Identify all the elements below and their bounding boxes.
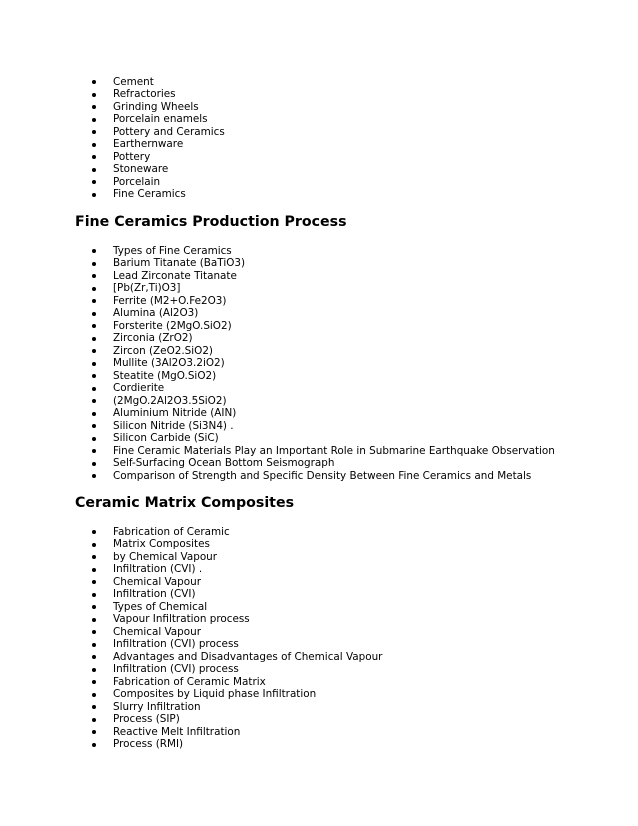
- list-item-text: Porcelain: [113, 175, 161, 188]
- list-item-text: Zircon (ZeO2.SiO2): [113, 344, 213, 357]
- list-item-text: Earthernware: [113, 138, 184, 150]
- list-item: [90, 420, 555, 433]
- list-item: [90, 551, 382, 564]
- bullet-icon: [92, 105, 96, 109]
- bullet-icon: [92, 655, 96, 659]
- bullet-list-ceramic-matrix-composites: [90, 526, 382, 751]
- list-item: [90, 126, 225, 139]
- bullet-icon: [92, 580, 96, 584]
- list-item: [90, 701, 382, 714]
- bullet-icon: [92, 274, 96, 278]
- list-item-text: [Pb(Zr,Ti)O3]: [113, 282, 181, 294]
- bullet-icon: [92, 193, 96, 197]
- list-item: [90, 370, 555, 383]
- list-item: [90, 470, 555, 483]
- list-item-text: Lead Zirconate Titanate: [113, 269, 237, 282]
- list-item-text: Matrix Composites: [113, 538, 210, 550]
- bullet-icon: [92, 555, 96, 559]
- list-item-text: by Chemical Vapour: [113, 550, 218, 563]
- list-item: [90, 320, 555, 333]
- bullet-icon: [92, 262, 96, 266]
- bullet-icon: [92, 680, 96, 684]
- list-item-text: Infiltration (CVI) .: [113, 563, 203, 575]
- list-item: [90, 88, 225, 101]
- list-item: [90, 282, 555, 295]
- list-item: [90, 257, 555, 270]
- list-item-text: Steatite (MgO.SiO2): [113, 369, 217, 382]
- bullet-icon: [92, 93, 96, 97]
- list-item: [90, 601, 382, 614]
- list-item: [90, 345, 555, 358]
- bullet-icon: [92, 312, 96, 316]
- list-item: [90, 270, 555, 283]
- list-item: [90, 538, 382, 551]
- bullet-icon: [92, 143, 96, 147]
- list-item: [90, 638, 382, 651]
- list-item-text: Refractories: [113, 88, 176, 100]
- bullet-icon: [92, 730, 96, 734]
- bullet-icon: [92, 693, 96, 697]
- bullet-icon: [92, 530, 96, 534]
- list-item-text: Comparison of Strength and Specific Density Between Fine Ceramics and Metals: [113, 469, 532, 482]
- list-item-text: Barium Titanate (BaTiO3): [113, 257, 246, 269]
- bullet-icon: [92, 437, 96, 441]
- list-item: [90, 188, 225, 201]
- list-item: [90, 526, 382, 539]
- list-item: [90, 357, 555, 370]
- list-item: [90, 576, 382, 589]
- list-item-text: Self-Surfacing Ocean Bottom Seismograph: [113, 457, 335, 469]
- section-heading-ceramic-matrix-composites: Ceramic Matrix Composites: [75, 495, 295, 511]
- list-item-text: (2MgO.2Al2O3.5SiO2): [113, 394, 227, 407]
- list-item-text: Chemical Vapour: [113, 625, 201, 638]
- list-item: [90, 432, 555, 445]
- bullet-icon: [92, 130, 96, 134]
- bullet-icon: [92, 643, 96, 647]
- list-item: [90, 613, 382, 626]
- list-item-text: Pottery: [113, 150, 151, 163]
- list-item-text: Alumina (Al2O3): [113, 307, 199, 319]
- list-item-text: Chemical Vapour: [113, 575, 201, 588]
- bullet-icon: [92, 287, 96, 291]
- bullet-icon: [92, 362, 96, 366]
- list-item: [90, 445, 555, 458]
- list-item: [90, 738, 382, 751]
- list-item: [90, 138, 225, 151]
- list-item-text: Stoneware: [113, 163, 169, 175]
- list-item-text: Pottery and Ceramics: [113, 125, 225, 138]
- list-item-text: Process (RMI): [113, 738, 184, 750]
- list-item-text: Silicon Nitride (Si3N4) .: [113, 419, 234, 432]
- bullet-icon: [92, 543, 96, 547]
- bullet-icon: [92, 668, 96, 672]
- list-item-text: Advantages and Disadvantages of Chemical Vapour: [113, 650, 383, 663]
- bullet-icon: [92, 593, 96, 597]
- list-item-text: Fine Ceramic Materials Play an Important Role in Submarine Earthquake Observation: [113, 444, 555, 457]
- bullet-icon: [92, 743, 96, 747]
- bullet-icon: [92, 155, 96, 159]
- list-item: [90, 588, 382, 601]
- bullet-icon: [92, 299, 96, 303]
- list-item: [90, 176, 225, 189]
- list-item-text: Cement: [113, 75, 154, 88]
- list-item-text: Reactive Melt Infiltration: [113, 725, 241, 738]
- list-item-text: Silicon Carbide (SiC): [113, 432, 219, 444]
- bullet-icon: [92, 705, 96, 709]
- section-heading-fine-ceramics: Fine Ceramics Production Process: [75, 214, 347, 230]
- list-item-text: Aluminium Nitride (AIN): [113, 407, 237, 419]
- bullet-icon: [92, 180, 96, 184]
- list-item-text: Slurry Infiltration: [113, 700, 201, 713]
- list-item: [90, 663, 382, 676]
- list-item: [90, 713, 382, 726]
- list-item-text: Infiltration (CVI): [113, 588, 196, 600]
- list-item: [90, 332, 555, 345]
- list-item-text: Mullite (3Al2O3.2iO2): [113, 357, 225, 369]
- bullet-icon: [92, 568, 96, 572]
- list-item: [90, 407, 555, 420]
- list-item: [90, 726, 382, 739]
- list-item: [90, 163, 225, 176]
- list-item-text: Infiltration (CVI) process: [113, 663, 239, 675]
- bullet-icon: [92, 349, 96, 353]
- list-item: [90, 651, 382, 664]
- list-item: [90, 395, 555, 408]
- list-item-text: Fabrication of Ceramic Matrix: [113, 675, 266, 688]
- bullet-icon: [92, 399, 96, 403]
- list-item: [90, 113, 225, 126]
- bullet-icon: [92, 374, 96, 378]
- list-item-text: Ferrite (M2+O.Fe2O3): [113, 294, 227, 307]
- list-item-text: Process (SIP): [113, 713, 180, 725]
- list-item-text: Types of Chemical: [113, 600, 208, 613]
- bullet-icon: [92, 462, 96, 466]
- bullet-icon: [92, 168, 96, 172]
- list-item-text: Cordierite: [113, 382, 165, 394]
- bullet-icon: [92, 249, 96, 253]
- list-item-text: Fine Ceramics: [113, 188, 186, 200]
- list-item: [90, 295, 555, 308]
- bullet-icon: [92, 474, 96, 478]
- list-item: [90, 76, 225, 89]
- list-item: [90, 307, 555, 320]
- bullet-icon: [92, 387, 96, 391]
- bullet-list-fine-ceramics: [90, 245, 555, 483]
- list-item: [90, 101, 225, 114]
- list-item-text: Types of Fine Ceramics: [113, 244, 232, 257]
- list-item-text: Composites by Liquid phase Infiltration: [113, 688, 317, 700]
- bullet-icon: [92, 618, 96, 622]
- list-item-text: Vapour Infiltration process: [113, 613, 250, 625]
- bullet-icon: [92, 424, 96, 428]
- bullet-icon: [92, 718, 96, 722]
- bullet-icon: [92, 605, 96, 609]
- list-item-text: Grinding Wheels: [113, 100, 199, 113]
- list-item: [90, 626, 382, 639]
- bullet-icon: [92, 449, 96, 453]
- list-item: [90, 382, 555, 395]
- list-item-text: Fabrication of Ceramic: [113, 525, 230, 538]
- list-item: [90, 676, 382, 689]
- list-item: [90, 151, 225, 164]
- bullet-icon: [92, 337, 96, 341]
- bullet-icon: [92, 80, 96, 84]
- bullet-icon: [92, 118, 96, 122]
- list-item: [90, 457, 555, 470]
- list-item: [90, 688, 382, 701]
- list-item: [90, 563, 382, 576]
- list-item-text: Forsterite (2MgO.SiO2): [113, 319, 232, 332]
- bullet-icon: [92, 412, 96, 416]
- bullet-list-materials: [90, 76, 225, 201]
- list-item-text: Porcelain enamels: [113, 113, 208, 125]
- list-item-text: Infiltration (CVI) process: [113, 638, 239, 650]
- list-item-text: Zirconia (ZrO2): [113, 332, 193, 344]
- bullet-icon: [92, 324, 96, 328]
- list-item: [90, 245, 555, 258]
- bullet-icon: [92, 630, 96, 634]
